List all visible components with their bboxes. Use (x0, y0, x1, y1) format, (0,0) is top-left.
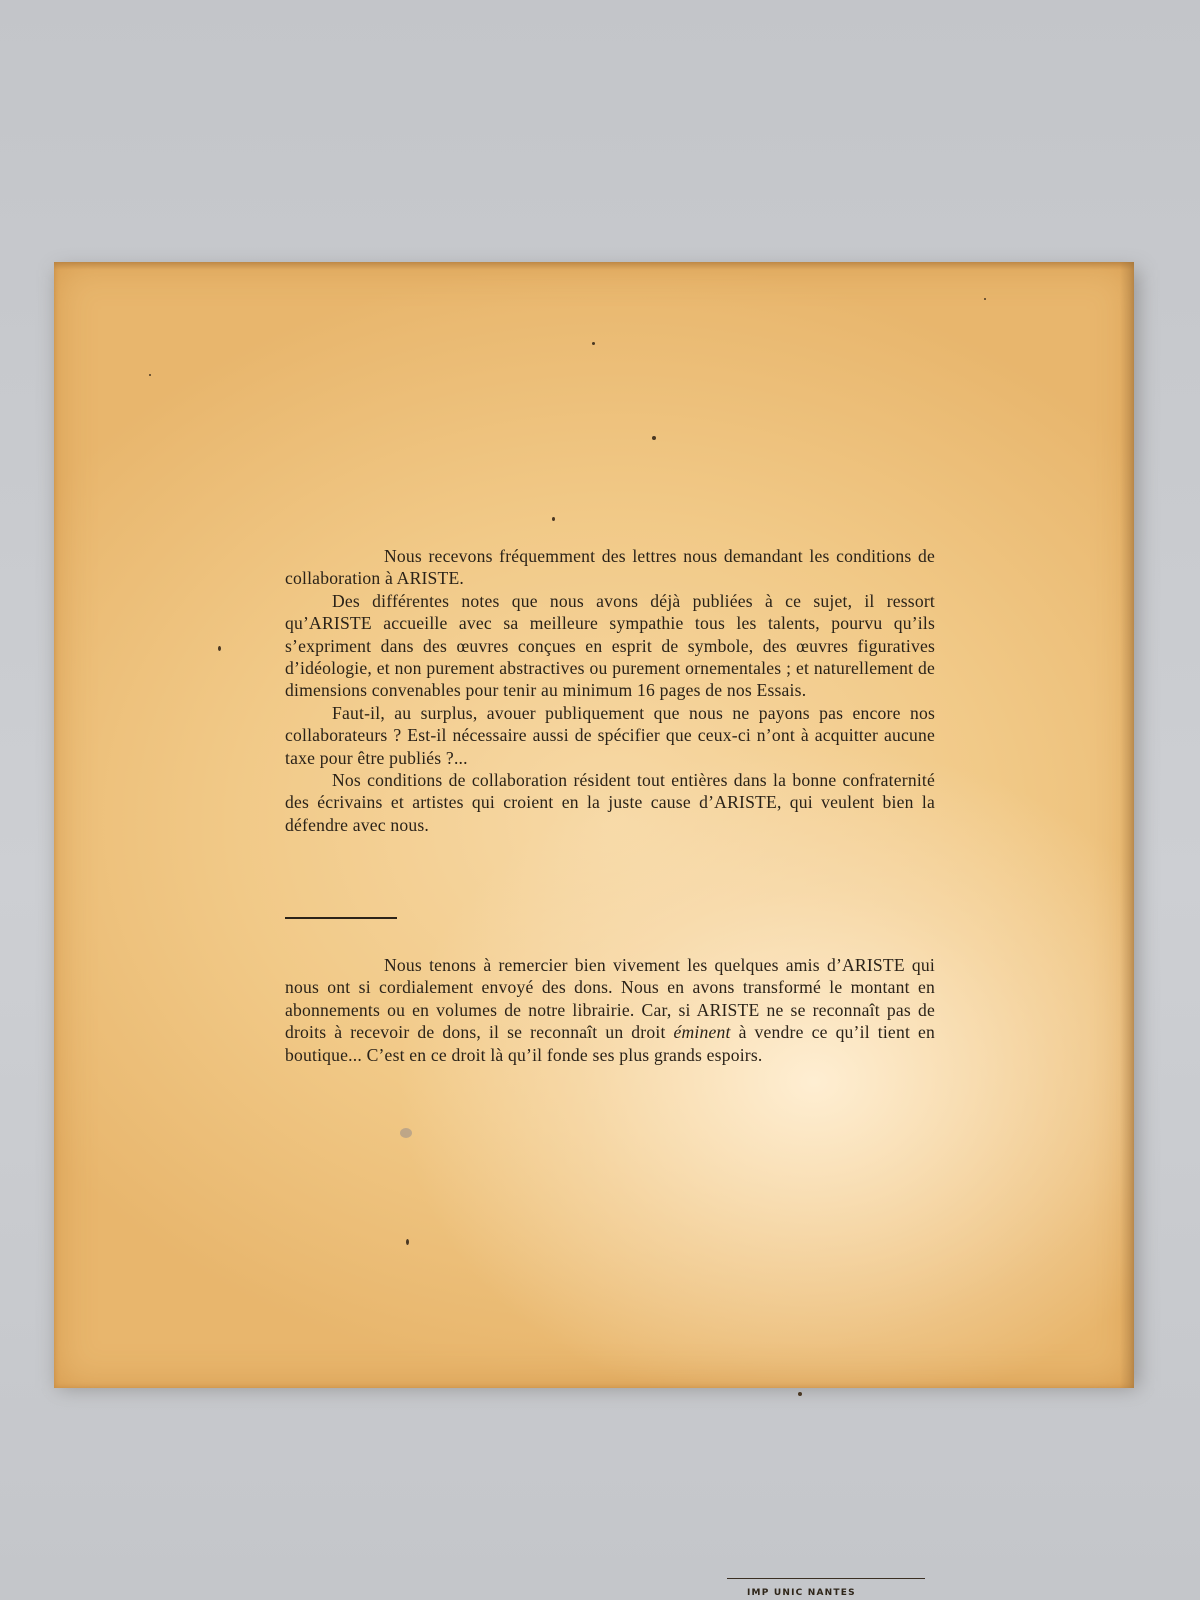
printer-rule (727, 1578, 925, 1579)
paragraph-payment-question: Faut-il, au surplus, avouer publiquement que nous ne payons pas encore nos collaborateurs ? Est-il nécessaire aussi de spécifier que ceux-ci n’ont à acquitter aucune taxe pour être publiés ?... (285, 702, 935, 768)
thanks-text-start: Nous tenons à remercier bien vivement les quelques amis d’ARISTE qui nous ont si cordialement envoyé des dons. Nous en avons transformé le montant en abonnements ou en volumes de notre librairie. Car, si ARISTE ne se reconnaît pas de droits à recevoir de dons, il se reconnaît un droit (285, 955, 935, 1043)
foxing-speck (406, 1239, 409, 1245)
foxing-speck (798, 1392, 802, 1396)
foxing-speck (984, 298, 986, 300)
collaboration-notice (285, 545, 935, 836)
printer-imprint: IMP UNIC NANTES (747, 1588, 856, 1598)
paragraph-talent-welcome: Des différentes notes que nous avons déjà publiées à ce sujet, il ressort qu’ARISTE accueille avec sa meilleure sympathie tous les talents, pourvu qu’ils s’expriment dans des œuvres conçues en esprit de symbole, des œuvres figuratives d’idéologie, et non purement abstractives ou purement ornementales ; et naturellement de dimensions convenables pour tenir au minimum 16 pages de nos Essais. (285, 590, 935, 701)
gray-stain (400, 1128, 412, 1138)
foxing-speck (218, 646, 221, 651)
foxing-speck (652, 436, 656, 440)
paragraph-request-letters: Nous recevons fréquemment des lettres nous demandant les conditions de collaboration à ARISTE. (285, 546, 935, 589)
foxing-speck (552, 517, 555, 521)
aged-paper-page (54, 262, 1134, 1598)
foxing-speck (149, 374, 151, 376)
paragraph-collaboration-conditions: Nos conditions de collaboration résident tout entières dans la bonne confraternité des écrivains et artistes qui croient en la juste cause d’ARISTE, qui veulent bien la défendre avec nous. (285, 770, 935, 835)
paragraph-thanks-donations (285, 954, 935, 1066)
section-divider (285, 917, 397, 919)
thanks-text-end: à vendre ce qu’il tient en boutique... C’est en ce droit là qu’il fonde ses plus grands espoirs. (285, 1022, 935, 1065)
thanks-emphasis: éminent (673, 1022, 731, 1043)
thanks-notice (285, 954, 935, 1066)
foxing-speck (592, 342, 595, 345)
